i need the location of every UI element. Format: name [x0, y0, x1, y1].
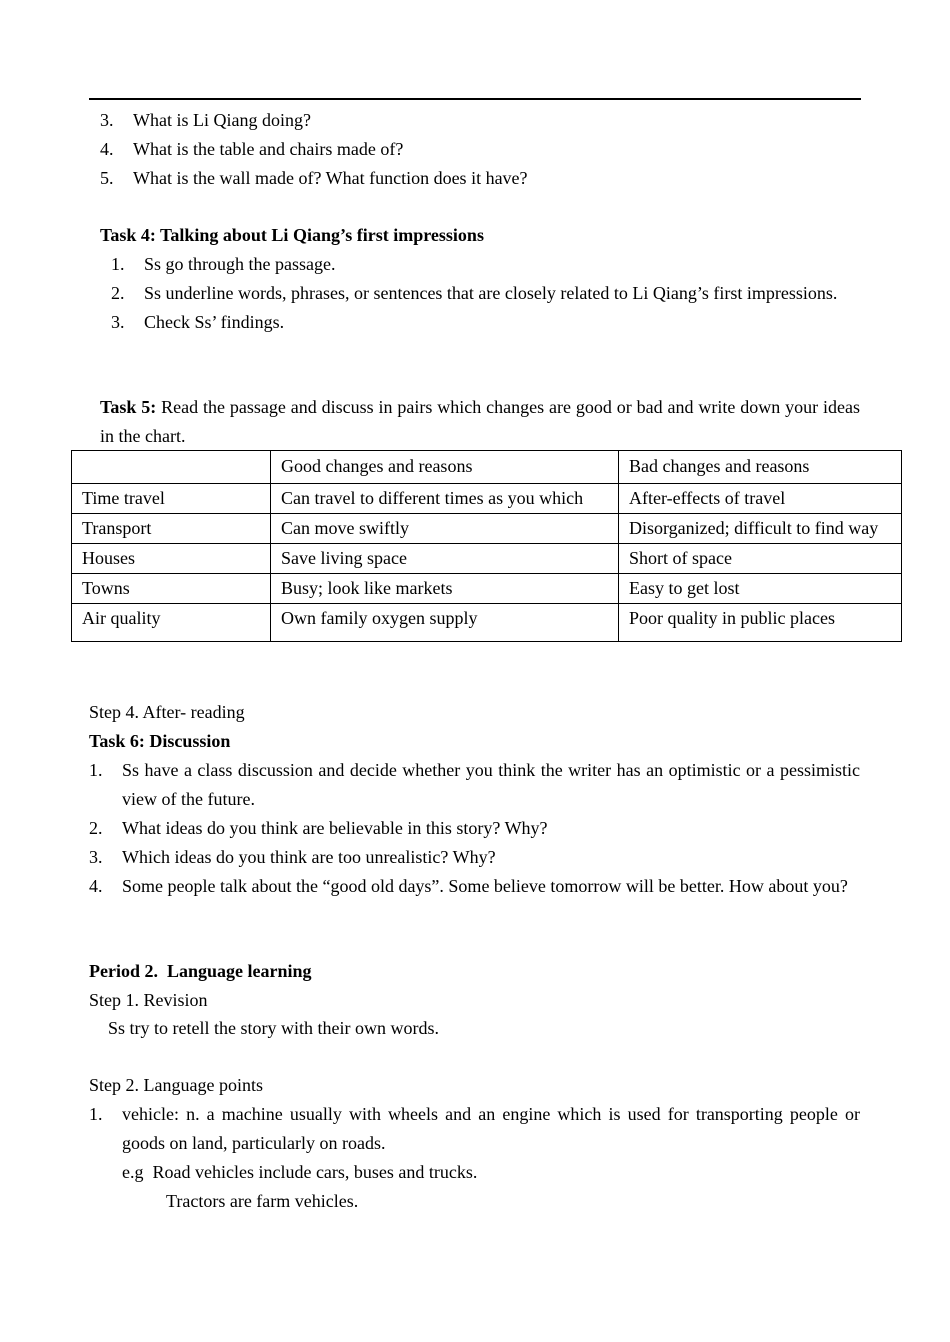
header-cell: Bad changes and reasons [619, 451, 902, 484]
changes-chart [71, 450, 902, 642]
list-item: 3. Which ideas do you think are too unrealistic? Why? [89, 847, 496, 867]
list-item: 3. Check Ss’ findings. [111, 312, 285, 332]
list-item: 1. Ss have a class discussion and decide whether you think the writer has an optimistic or a pessimistic view of the future. [89, 760, 860, 809]
table-cell: Busy; look like markets [271, 574, 619, 604]
table-cell: Transport [72, 514, 271, 544]
list-item: 5. What is the wall made of? What function does it have? [100, 168, 528, 188]
header-cell [72, 451, 271, 484]
step2-title: Step 2. Language points [89, 1075, 263, 1095]
list-item: 4. What is the table and chairs made of? [100, 139, 404, 159]
task4-title: Task 4: Talking about Li Qiang’s first impressions [100, 225, 484, 245]
table-cell: Houses [72, 544, 271, 574]
table-cell: Save living space [271, 544, 619, 574]
header-rule [89, 98, 861, 100]
table-cell: Poor quality in public places [619, 604, 902, 642]
table-row [72, 544, 902, 574]
table-row [72, 574, 902, 604]
list-item: 3. What is Li Qiang doing? [100, 110, 311, 130]
list-item: 1. vehicle: n. a machine usually with wheels and an engine which is used for transporting people or goods on land, particularly on roads. [89, 1104, 860, 1153]
step1-title: Step 1. Revision [89, 990, 208, 1010]
step4-title: Step 4. After- reading [89, 702, 245, 722]
table-cell: Short of space [619, 544, 902, 574]
list-item: 4. Some people talk about the “good old days”. Some believe tomorrow will be better. How about you? [89, 876, 848, 896]
discussion-list [89, 756, 860, 901]
task4-list [111, 250, 861, 337]
task6-title: Task 6: Discussion [89, 731, 231, 751]
list-item: 2. What ideas do you think are believable in this story? Why? [89, 818, 548, 838]
example-2: Tractors are farm vehicles. [166, 1191, 359, 1211]
table-cell: Can travel to different times as you which [271, 484, 619, 514]
table-cell: Air quality [72, 604, 271, 642]
question-list [100, 106, 861, 193]
header-cell: Good changes and reasons [271, 451, 619, 484]
task5-label: Task 5: [100, 397, 157, 417]
table-cell: Can move swiftly [271, 514, 619, 544]
task5-text: Read the passage and discuss in pairs which changes are good or bad and write down your ideas in the chart. [100, 397, 860, 446]
table-row [72, 484, 902, 514]
table-cell: Time travel [72, 484, 271, 514]
table-cell: Towns [72, 574, 271, 604]
table-row [72, 514, 902, 544]
table-header-row [72, 451, 902, 484]
step1-text: Ss try to retell the story with their own words. [108, 1018, 439, 1038]
table-cell: Own family oxygen supply [271, 604, 619, 642]
list-item: 1. Ss go through the passage. [111, 254, 336, 274]
language-points-list [89, 1100, 860, 1158]
table-cell: Disorganized; difficult to find way [619, 514, 902, 544]
period2-title: Period 2. Language learning [89, 961, 312, 981]
table-cell: After-effects of travel [619, 484, 902, 514]
example-1: e.g Road vehicles include cars, buses and trucks. [122, 1162, 478, 1182]
table-cell: Easy to get lost [619, 574, 902, 604]
task5-paragraph [100, 393, 860, 451]
list-item: 2. Ss underline words, phrases, or sentences that are closely related to Li Qiang’s first impressions. [111, 283, 838, 303]
table-row [72, 604, 902, 642]
